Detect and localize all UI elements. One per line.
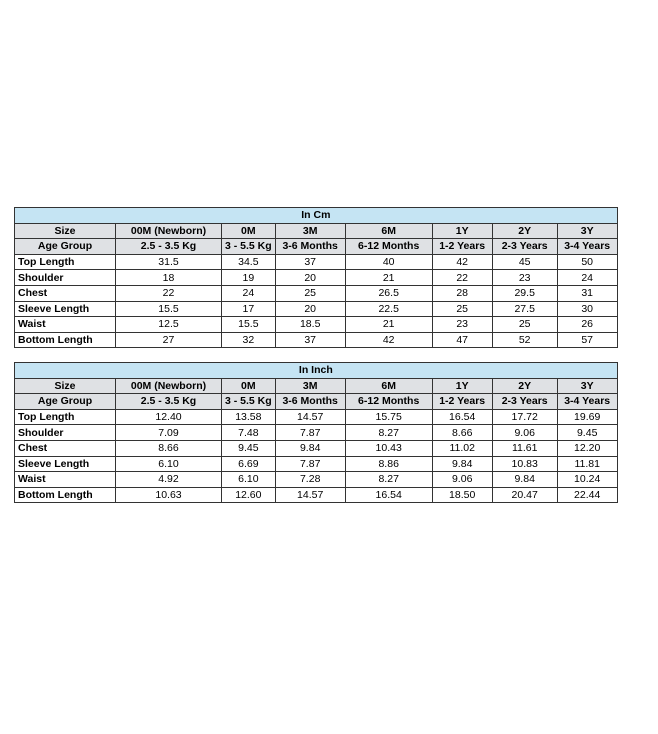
table-cell: 34.5 bbox=[222, 254, 276, 270]
row-label: Chest bbox=[15, 440, 116, 456]
table-cell: 9.84 bbox=[492, 472, 557, 488]
size-header-cell: 0M bbox=[222, 223, 276, 239]
table-cell: 12.20 bbox=[557, 440, 617, 456]
table-cell: 9.06 bbox=[492, 425, 557, 441]
size-label: Size bbox=[15, 378, 116, 394]
table-row bbox=[15, 440, 618, 456]
age-header-row bbox=[15, 394, 618, 410]
size-label: Size bbox=[15, 223, 116, 239]
age-header-cell: 3-4 Years bbox=[557, 239, 617, 255]
table-row bbox=[15, 332, 618, 348]
age-header-cell: 3 - 5.5 Kg bbox=[222, 239, 276, 255]
row-label: Sleeve Length bbox=[15, 456, 116, 472]
table-cell: 25 bbox=[492, 317, 557, 333]
table-cell: 7.28 bbox=[275, 472, 345, 488]
table-cell: 17.72 bbox=[492, 409, 557, 425]
size-header-cell: 6M bbox=[345, 223, 432, 239]
table-cell: 9.45 bbox=[557, 425, 617, 441]
table-cell: 8.86 bbox=[345, 456, 432, 472]
table-cell: 57 bbox=[557, 332, 617, 348]
table-row bbox=[15, 285, 618, 301]
table-cell: 22 bbox=[432, 270, 492, 286]
table-cell: 45 bbox=[492, 254, 557, 270]
table-title-row bbox=[15, 208, 618, 224]
table-cell: 11.81 bbox=[557, 456, 617, 472]
table-cell: 21 bbox=[345, 317, 432, 333]
table-cell: 25 bbox=[432, 301, 492, 317]
table-cell: 20.47 bbox=[492, 487, 557, 503]
size-header-cell: 6M bbox=[345, 378, 432, 394]
table-cell: 10.63 bbox=[116, 487, 222, 503]
size-header-row bbox=[15, 223, 618, 239]
row-label: Waist bbox=[15, 317, 116, 333]
table-cell: 50 bbox=[557, 254, 617, 270]
table-cell: 19.69 bbox=[557, 409, 617, 425]
table-cell: 40 bbox=[345, 254, 432, 270]
size-header-cell: 1Y bbox=[432, 378, 492, 394]
table-cell: 16.54 bbox=[432, 409, 492, 425]
table-cell: 12.40 bbox=[116, 409, 222, 425]
table-cell: 37 bbox=[275, 332, 345, 348]
row-label: Sleeve Length bbox=[15, 301, 116, 317]
table-cell: 18.50 bbox=[432, 487, 492, 503]
age-group-label: Age Group bbox=[15, 394, 116, 410]
age-header-cell: 3 - 5.5 Kg bbox=[222, 394, 276, 410]
table-cell: 12.60 bbox=[222, 487, 276, 503]
table-title-row bbox=[15, 363, 618, 379]
table-cell: 20 bbox=[275, 270, 345, 286]
table-cell: 30 bbox=[557, 301, 617, 317]
table-cell: 20 bbox=[275, 301, 345, 317]
age-group-label: Age Group bbox=[15, 239, 116, 255]
age-header-cell: 2-3 Years bbox=[492, 394, 557, 410]
table-row bbox=[15, 456, 618, 472]
age-header-cell: 2.5 - 3.5 Kg bbox=[116, 239, 222, 255]
table-cell: 8.27 bbox=[345, 425, 432, 441]
table-cell: 25 bbox=[275, 285, 345, 301]
table-cell: 18.5 bbox=[275, 317, 345, 333]
table-cell: 9.84 bbox=[432, 456, 492, 472]
table-cell: 18 bbox=[116, 270, 222, 286]
table-cell: 7.09 bbox=[116, 425, 222, 441]
table-cell: 21 bbox=[345, 270, 432, 286]
size-header-row bbox=[15, 378, 618, 394]
row-label: Shoulder bbox=[15, 270, 116, 286]
table-title: In Cm bbox=[15, 208, 618, 224]
table-cell: 11.02 bbox=[432, 440, 492, 456]
age-header-cell: 1-2 Years bbox=[432, 239, 492, 255]
table-cell: 22.44 bbox=[557, 487, 617, 503]
table-cell: 14.57 bbox=[275, 409, 345, 425]
table-cell: 32 bbox=[222, 332, 276, 348]
table-cell: 9.06 bbox=[432, 472, 492, 488]
table-row bbox=[15, 472, 618, 488]
table-cell: 8.66 bbox=[432, 425, 492, 441]
table-cell: 37 bbox=[275, 254, 345, 270]
size-header-cell: 3M bbox=[275, 223, 345, 239]
table-cell: 27 bbox=[116, 332, 222, 348]
size-header-cell: 00M (Newborn) bbox=[116, 223, 222, 239]
table-row bbox=[15, 270, 618, 286]
size-chart-inch-table bbox=[14, 362, 618, 503]
age-header-cell: 2-3 Years bbox=[492, 239, 557, 255]
size-header-cell: 1Y bbox=[432, 223, 492, 239]
table-cell: 26.5 bbox=[345, 285, 432, 301]
table-cell: 14.57 bbox=[275, 487, 345, 503]
table-cell: 42 bbox=[432, 254, 492, 270]
table-cell: 23 bbox=[492, 270, 557, 286]
table-cell: 27.5 bbox=[492, 301, 557, 317]
table-row bbox=[15, 487, 618, 503]
table-cell: 9.84 bbox=[275, 440, 345, 456]
table-title: In Inch bbox=[15, 363, 618, 379]
table-cell: 8.27 bbox=[345, 472, 432, 488]
table-row bbox=[15, 317, 618, 333]
table-cell: 7.48 bbox=[222, 425, 276, 441]
row-label: Top Length bbox=[15, 409, 116, 425]
table-cell: 10.43 bbox=[345, 440, 432, 456]
size-header-cell: 3Y bbox=[557, 223, 617, 239]
table-cell: 7.87 bbox=[275, 456, 345, 472]
table-cell: 12.5 bbox=[116, 317, 222, 333]
age-header-cell: 3-4 Years bbox=[557, 394, 617, 410]
table-cell: 24 bbox=[557, 270, 617, 286]
age-header-cell: 6-12 Months bbox=[345, 394, 432, 410]
table-cell: 31 bbox=[557, 285, 617, 301]
size-header-cell: 2Y bbox=[492, 223, 557, 239]
table-cell: 29.5 bbox=[492, 285, 557, 301]
table-cell: 9.45 bbox=[222, 440, 276, 456]
table-cell: 6.10 bbox=[116, 456, 222, 472]
table-row bbox=[15, 301, 618, 317]
table-cell: 26 bbox=[557, 317, 617, 333]
table-cell: 47 bbox=[432, 332, 492, 348]
table-cell: 31.5 bbox=[116, 254, 222, 270]
age-header-cell: 6-12 Months bbox=[345, 239, 432, 255]
size-header-cell: 3M bbox=[275, 378, 345, 394]
table-cell: 42 bbox=[345, 332, 432, 348]
age-header-cell: 2.5 - 3.5 Kg bbox=[116, 394, 222, 410]
table-cell: 8.66 bbox=[116, 440, 222, 456]
table-cell: 13.58 bbox=[222, 409, 276, 425]
table-cell: 52 bbox=[492, 332, 557, 348]
table-cell: 11.61 bbox=[492, 440, 557, 456]
size-header-cell: 00M (Newborn) bbox=[116, 378, 222, 394]
size-header-cell: 0M bbox=[222, 378, 276, 394]
row-label: Shoulder bbox=[15, 425, 116, 441]
table-cell: 28 bbox=[432, 285, 492, 301]
size-chart-cm-table bbox=[14, 207, 618, 348]
table-cell: 10.83 bbox=[492, 456, 557, 472]
table-cell: 7.87 bbox=[275, 425, 345, 441]
table-cell: 22 bbox=[116, 285, 222, 301]
table-cell: 17 bbox=[222, 301, 276, 317]
table-cell: 15.5 bbox=[222, 317, 276, 333]
size-header-cell: 3Y bbox=[557, 378, 617, 394]
row-label: Top Length bbox=[15, 254, 116, 270]
row-label: Bottom Length bbox=[15, 487, 116, 503]
row-label: Waist bbox=[15, 472, 116, 488]
table-cell: 6.10 bbox=[222, 472, 276, 488]
age-header-cell: 1-2 Years bbox=[432, 394, 492, 410]
age-header-cell: 3-6 Months bbox=[275, 239, 345, 255]
table-cell: 22.5 bbox=[345, 301, 432, 317]
table-cell: 16.54 bbox=[345, 487, 432, 503]
table-row bbox=[15, 409, 618, 425]
table-row bbox=[15, 425, 618, 441]
age-header-cell: 3-6 Months bbox=[275, 394, 345, 410]
table-cell: 15.5 bbox=[116, 301, 222, 317]
table-cell: 6.69 bbox=[222, 456, 276, 472]
row-label: Chest bbox=[15, 285, 116, 301]
table-cell: 19 bbox=[222, 270, 276, 286]
table-cell: 4.92 bbox=[116, 472, 222, 488]
table-cell: 24 bbox=[222, 285, 276, 301]
table-cell: 15.75 bbox=[345, 409, 432, 425]
table-cell: 10.24 bbox=[557, 472, 617, 488]
table-cell: 23 bbox=[432, 317, 492, 333]
row-label: Bottom Length bbox=[15, 332, 116, 348]
size-header-cell: 2Y bbox=[492, 378, 557, 394]
table-row bbox=[15, 254, 618, 270]
age-header-row bbox=[15, 239, 618, 255]
